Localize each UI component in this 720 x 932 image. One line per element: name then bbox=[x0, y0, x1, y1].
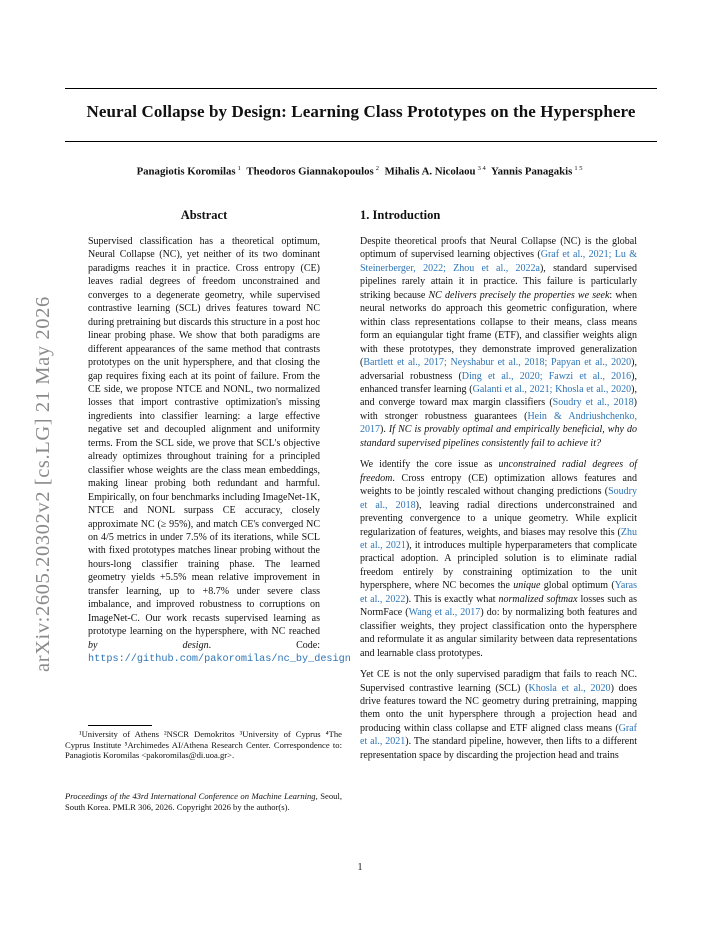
abstract-emphasis: by design bbox=[88, 639, 209, 651]
text-run: . Cross entropy (CE) optimization allows features and weights to be jointly rescaled without changing predictions ( bbox=[360, 472, 637, 498]
text-run: ), enhanced transfer learning ( bbox=[360, 370, 637, 395]
text-run: Yet CE is not the only supervised paradigm that fails to reach NC. Supervised contrastive learning (SCL) ( bbox=[360, 669, 637, 694]
text-run: We identify the core issue as bbox=[360, 459, 499, 471]
citation-link[interactable]: Soudry et al., 2018 bbox=[360, 486, 637, 511]
text-run: ). bbox=[380, 424, 389, 436]
proceedings-italic: Proceedings of the 43rd International Conference on Machine Learning bbox=[65, 791, 316, 801]
abstract-text bbox=[88, 235, 351, 667]
author-name: Theodoros Giannakopoulos bbox=[246, 165, 374, 178]
author-affiliation: 2 bbox=[375, 165, 379, 172]
right-column bbox=[360, 208, 637, 770]
title-bottom-rule bbox=[65, 141, 657, 142]
citation-link[interactable]: Bartlett et al., 2017; Neyshabur et al., 2018; Papyan et al., 2020 bbox=[363, 357, 632, 369]
text-run: ), adversarial robustness ( bbox=[360, 357, 637, 382]
citation-link[interactable]: Galanti et al., 2021; Khosla et al., 2020 bbox=[472, 383, 632, 395]
citation-link[interactable]: Hein & Andriushchenko, 2017 bbox=[360, 410, 637, 436]
arxiv-watermark: arXiv:2605.20302v2 [cs.LG] 21 May 2026 bbox=[32, 296, 54, 672]
intro-paragraph-3 bbox=[360, 668, 637, 762]
text-run: Despite theoretical proofs that Neural Collapse (NC) is the global optimum of supervised learning objectives ( bbox=[360, 236, 637, 261]
affiliations-footnote: ¹University of Athens ²NSCR Demokritos ³University of Cyprus ⁴The Cyprus Institute ⁵Archimedes AI/Athena Research Center. Correspondence to: Panagiotis Koromilas <pakoromilas@di.uoa.gr>. bbox=[65, 729, 342, 761]
text-run: ), it introduces multiple hyperparameters that complicate practical adoption. A principled solution is to eliminate radial freedom entirely by constraining optimization to the unit hypersphere, where NC becomes the bbox=[360, 539, 637, 592]
abstract-body: Supervised classification has a theoretical optimum, Neural Collapse (NC), yet neither of its two dominant paradigms reaches it in practice. Cross entropy (CE) leaves radial degrees of freedom unconstrained and converges to a degenerate geometry, while supervised contrastive learning (SCL) drives features toward NC during pretraining but discards this structure in a post hoc linear probing phase. We show that both paradigms are different appearances of the same method that contrasts prototypes on the unit hypersphere, and that closing the gap requires fixing each at its point of failure. From the CE side, we propose NTCE and NONL, two normalized losses that import contrastive optimization's missing ingredients into classifier learning: a large effective negative set and decoupled alignment and uniformity terms. From the SCL side, we prove that SCL's objective already optimizes throughout training for a principled classifier whose weights are the class mean embeddings, making linear probing both redundant and harmful. Empirically, on four benchmarks including ImageNet-1K, NTCE and NONL surpass CE accuracy, closely approximate NC (≥ 95%), and match CE's converged NC on 4/5 metrics in under 7.5% of its iterations, while SCL with fixed prototypes matches linear probing without the hours-long classifier training phase. The learned geometry yields +5.5% mean relative improvement in transfer learning, up to +8.7% under severe class imbalance, and improved robustness to corruptions on ImageNet-C. Our work recasts supervised learning as prototype learning on the hypersphere, with NC reached bbox=[88, 236, 320, 638]
citation-link[interactable]: Ding et al., 2020; Fawzi et al., 2016 bbox=[461, 370, 632, 382]
emphasis: unique bbox=[513, 580, 541, 592]
author-name: Mihalis A. Nicolaou bbox=[384, 165, 476, 178]
author-affiliation: 3 4 bbox=[477, 165, 486, 172]
text-run: ), leaving radial directions underconstrained and preventing convergence to a unique geometry. While explicit regularization of features, weights, and biases may resolve this ( bbox=[360, 499, 638, 538]
citation-link[interactable]: Khosla et al., 2020 bbox=[528, 682, 611, 694]
footnote-rule bbox=[88, 725, 152, 726]
intro-paragraph-1 bbox=[360, 235, 637, 450]
abstract-heading: Abstract bbox=[180, 208, 228, 222]
citation-link[interactable]: Wang et al., 2017 bbox=[408, 607, 481, 619]
text-run: global optimum ( bbox=[540, 580, 615, 592]
emphasis: If NC is provably optimal and empirically beneficial, why do standard supervised pipelines consistently fail to achieve it? bbox=[360, 424, 637, 449]
left-column bbox=[88, 208, 351, 667]
code-link[interactable]: https://github.com/pakoromilas/nc_by_design bbox=[88, 654, 351, 666]
text-run: ) do: by normalizing both features and classifier weights, they project classification onto the hypersphere and reformulate it as angular similarity between data representations and learnable class prototypes. bbox=[360, 607, 637, 659]
author-name: Yannis Panagakis bbox=[491, 165, 573, 178]
text-run: ), and converge toward max margin classifiers ( bbox=[360, 383, 637, 409]
emphasis: unconstrained radial degrees of freedom bbox=[360, 459, 637, 484]
text-run: ), standard supervised pipelines rarely attain it in practice. This failure is particularly striking because bbox=[360, 262, 637, 301]
paper-title: Neural Collapse by Design: Learning Class Prototypes on the Hypersphere bbox=[86, 102, 636, 121]
top-rule bbox=[65, 88, 657, 89]
text-run: losses such as NormFace ( bbox=[360, 593, 637, 619]
citation-link[interactable]: Yaras et al., 2022 bbox=[360, 580, 637, 605]
citation-link[interactable]: Graf et al., 2021 bbox=[360, 722, 637, 748]
text-run: ). The standard pipeline, however, then lifts to a different representation space by discarding the projection head and trains bbox=[360, 736, 638, 761]
text-run: ) does drive features toward the NC geometry during pretraining, mapping them onto the unit hypersphere through a projection head and producing within class collapse and ETF aligned class means ( bbox=[360, 682, 637, 734]
page-number: 1 bbox=[357, 862, 363, 873]
text-run: ) with stronger robustness guarantees ( bbox=[360, 397, 637, 422]
emphasis: normalized softmax bbox=[498, 593, 578, 605]
text-run: : when neural networks do approach this geometric configuration, where within class representations collapse to their means, class means form an equiangular tight frame (ETF), and classifier weights align with these prototypes, they demonstrate improved generalization ( bbox=[360, 289, 637, 369]
author-affiliation: 1 5 bbox=[574, 165, 583, 172]
author-name: Panagiotis Koromilas bbox=[136, 165, 236, 178]
author-list bbox=[65, 165, 657, 178]
code-label: . Code: bbox=[208, 639, 320, 651]
text-run: ). This is exactly what bbox=[405, 593, 499, 605]
introduction-heading: 1. Introduction bbox=[360, 208, 441, 222]
citation-link[interactable]: Zhu et al., 2021 bbox=[360, 526, 637, 551]
intro-paragraph-2 bbox=[360, 458, 637, 660]
citation-link[interactable]: Soudry et al., 2018 bbox=[552, 397, 634, 409]
author-affiliation: 1 bbox=[237, 165, 241, 172]
proceedings-rest: , Seoul, South Korea. PMLR 306, 2026. Copyright 2026 by the author(s). bbox=[65, 791, 342, 812]
citation-link[interactable]: Graf et al., 2021; Lu & Steinerberger, 2022; Zhou et al., 2022a bbox=[360, 249, 637, 274]
emphasis: NC delivers precisely the properties we seek bbox=[428, 289, 610, 301]
proceedings-note bbox=[65, 791, 342, 812]
